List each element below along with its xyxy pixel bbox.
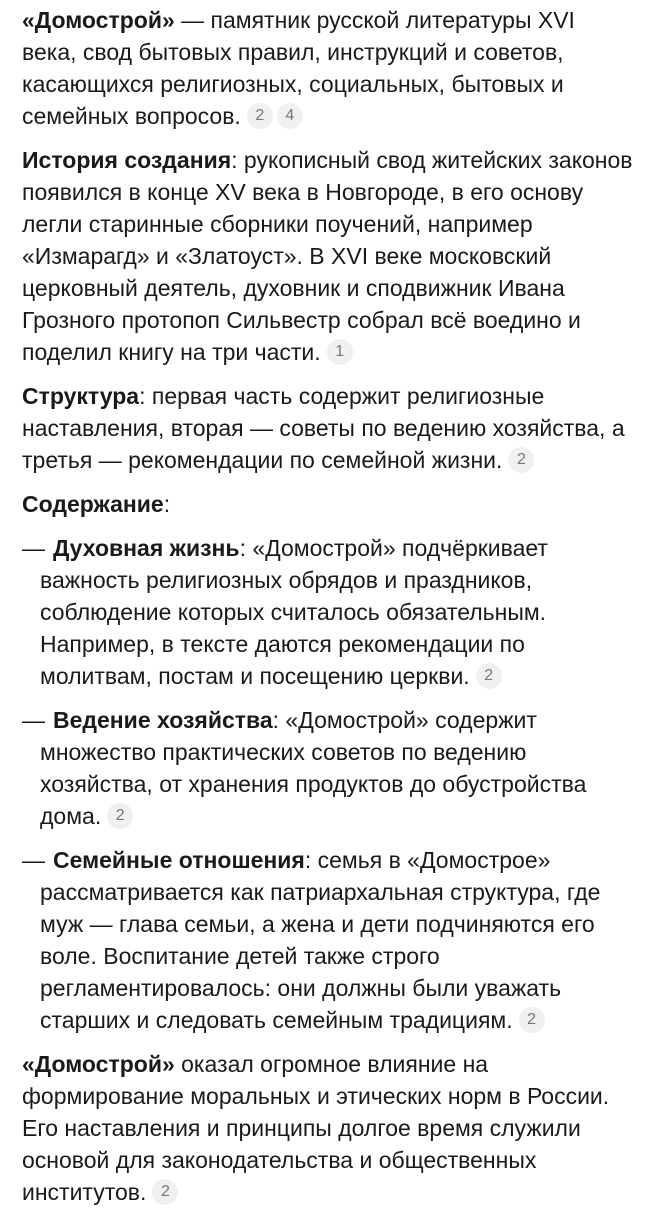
structure-text: : первая часть содержит религиозные наставления, вторая — советы по ведению хозяйства, а третья — рекомендации по семейной жизни. bbox=[22, 383, 625, 473]
intro-text: — памятник русской литературы XVI века, свод бытовых правил, инструкций и советов, касающихся религиозных, социальных, бытовых и семейных вопросов. bbox=[22, 7, 575, 129]
intro-paragraph bbox=[22, 4, 634, 132]
list-item-title: Ведение хозяйства bbox=[53, 707, 273, 733]
conclusion-paragraph bbox=[22, 1048, 634, 1208]
list-item-text: : семья в «Домострое» рассматривается как патриархальная структура, где муж — глава семьи, а жена и дети подчиняются его воле. Воспитание детей также строго регламентировалось: они должны были уважать старших и следовать семейным традициям. bbox=[40, 847, 601, 1033]
list-item bbox=[22, 704, 634, 832]
dash-marker: — bbox=[22, 707, 45, 733]
dash-marker: — bbox=[22, 535, 45, 561]
list-item bbox=[22, 844, 634, 1036]
history-paragraph bbox=[22, 144, 634, 368]
list-item-title: Духовная жизнь bbox=[53, 535, 240, 561]
list-item-title: Семейные отношения bbox=[53, 847, 305, 873]
source-ref-badge[interactable]: 2 bbox=[152, 1179, 178, 1205]
history-title: История создания bbox=[22, 147, 232, 173]
structure-paragraph bbox=[22, 380, 634, 476]
intro-title: «Домострой» bbox=[22, 7, 175, 33]
source-ref-badge[interactable]: 2 bbox=[476, 663, 502, 689]
source-ref-badge[interactable]: 4 bbox=[277, 103, 303, 129]
list-item bbox=[22, 532, 634, 692]
conclusion-text: оказал огромное влияние на формирование моральных и этических норм в России. Его наставления и принципы долгое время служили основой для законодательства и общественных институтов. bbox=[22, 1051, 610, 1205]
source-ref-badge[interactable]: 1 bbox=[327, 339, 353, 365]
source-ref-badge[interactable]: 2 bbox=[508, 447, 534, 473]
list-item-text: : «Домострой» содержит множество практических советов по ведению хозяйства, от хранения продуктов до обустройства дома. bbox=[40, 707, 587, 829]
structure-title: Структура bbox=[22, 383, 140, 409]
dash-marker: — bbox=[22, 847, 45, 873]
content-heading-title: Содержание bbox=[22, 491, 164, 517]
content-heading-suffix: : bbox=[163, 491, 171, 517]
source-ref-badge[interactable]: 2 bbox=[247, 103, 273, 129]
conclusion-title: «Домострой» bbox=[22, 1051, 175, 1077]
source-ref-badge[interactable]: 2 bbox=[519, 1007, 545, 1033]
history-text: : рукописный свод житейских законов появился в конце XV века в Новгороде, в его основу легли старинные сборники поучений, например «Измарагд» и «Златоуст». В XVI веке московский церковный деятель, духовник и сподвижник Ивана Грозного протопоп Сильвестр собрал всё воедино и поделил книгу на три части. bbox=[22, 147, 633, 365]
list-item-text: : «Домострой» подчёркивает важность религиозных обрядов и праздников, соблюдение которых считалось обязательным. Например, в тексте даются рекомендации по молитвам, постам и посещению церкви. bbox=[40, 535, 548, 689]
content-heading bbox=[22, 488, 634, 520]
source-ref-badge[interactable]: 2 bbox=[107, 803, 133, 829]
